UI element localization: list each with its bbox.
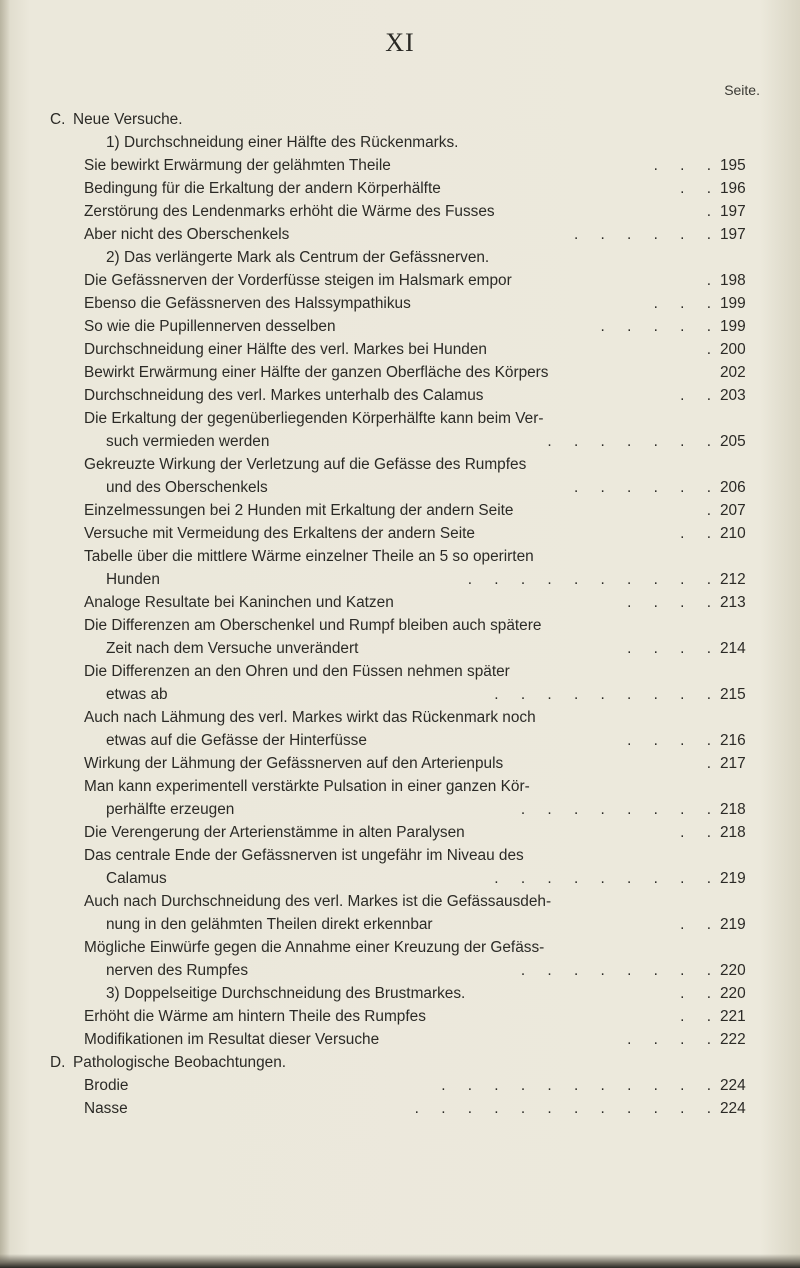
toc-entry bbox=[0, 844, 800, 867]
toc-entry-text: und des Oberschenkels bbox=[106, 479, 268, 496]
toc-page-number: 218 bbox=[720, 801, 746, 818]
toc-entry bbox=[0, 522, 800, 545]
toc-page-number: 220 bbox=[720, 962, 746, 979]
toc-page-number: 224 bbox=[720, 1100, 746, 1117]
toc-entry-text: Einzelmessungen bei 2 Hunden mit Erkaltung der andern Seite bbox=[84, 502, 514, 519]
toc-page-number: 224 bbox=[720, 1077, 746, 1094]
leader-dots: . . . . . . . . . bbox=[494, 870, 720, 887]
toc-entry bbox=[0, 177, 800, 200]
leader-dots: . bbox=[706, 272, 720, 289]
leader-dots: . . bbox=[680, 180, 720, 197]
toc-entry-text: Brodie bbox=[84, 1077, 129, 1094]
toc-page-number: 197 bbox=[720, 226, 746, 243]
toc-entry-text: Bedingung für die Erkaltung der andern Körperhälfte bbox=[84, 180, 441, 197]
leader-dots: . . . . . . . . . . . . bbox=[414, 1100, 720, 1117]
leader-dots: . . bbox=[680, 985, 720, 1002]
toc-entry-text: Zerstörung des Lendenmarks erhöht die Wärme des Fusses bbox=[84, 203, 495, 220]
page-column-label: Seite. bbox=[724, 82, 760, 98]
toc-entry bbox=[0, 775, 800, 798]
toc-entry-text: Man kann experimentell verstärkte Pulsation in einer ganzen Kör- bbox=[84, 778, 530, 795]
leader-dots: . . . . . . . . bbox=[520, 801, 720, 818]
toc-entry bbox=[0, 637, 800, 660]
toc-page-number: 215 bbox=[720, 686, 746, 703]
toc-entry-text: Sie bewirkt Erwärmung der gelähmten Theile bbox=[84, 157, 391, 174]
toc-entry-text: Versuche mit Vermeidung des Erkaltens der andern Seite bbox=[84, 525, 475, 542]
section-heading bbox=[0, 108, 800, 131]
toc-entry-text: Zeit nach dem Versuche unverändert bbox=[106, 640, 359, 657]
section-title: Neue Versuche. bbox=[73, 111, 183, 128]
toc-entry bbox=[0, 913, 800, 936]
toc-entry bbox=[0, 545, 800, 568]
toc-entry-text: etwas ab bbox=[106, 686, 168, 703]
leader-dots: . . bbox=[680, 824, 720, 841]
toc-entry bbox=[0, 614, 800, 637]
toc-entry bbox=[0, 1005, 800, 1028]
leader-dots: . . . . . . . . . . . bbox=[441, 1077, 720, 1094]
toc-entry bbox=[0, 384, 800, 407]
toc-entry-text: Modifikationen im Resultat dieser Versuche bbox=[84, 1031, 380, 1048]
leader-dots: . . . . bbox=[627, 1031, 720, 1048]
toc-entry bbox=[0, 1097, 800, 1120]
toc-entry-text: Auch nach Durchschneidung des verl. Markes ist die Gefässausdeh- bbox=[84, 893, 552, 910]
toc-entry bbox=[0, 890, 800, 913]
toc-page-number: 219 bbox=[720, 870, 746, 887]
toc-entry-text: Ebenso die Gefässnerven des Halssympathikus bbox=[84, 295, 411, 312]
toc-page-number: 220 bbox=[720, 985, 746, 1002]
toc-entry bbox=[0, 338, 800, 361]
toc-entry-text: perhälfte erzeugen bbox=[106, 801, 235, 818]
toc-entry bbox=[0, 499, 800, 522]
table-of-contents bbox=[0, 108, 800, 1120]
toc-entry bbox=[0, 246, 800, 269]
toc-page-number: 197 bbox=[720, 203, 746, 220]
toc-page-number: 219 bbox=[720, 916, 746, 933]
toc-entry-text: Erhöht die Wärme am hintern Theile des Rumpfes bbox=[84, 1008, 426, 1025]
leader-dots: . . . . bbox=[627, 732, 720, 749]
leader-dots: . . bbox=[680, 916, 720, 933]
leader-dots: . . bbox=[680, 525, 720, 542]
toc-entry bbox=[0, 1028, 800, 1051]
toc-entry-text: Die Erkaltung der gegenüberliegenden Körperhälfte kann beim Ver- bbox=[84, 410, 544, 427]
toc-page-number: 222 bbox=[720, 1031, 746, 1048]
leader-dots: . bbox=[706, 502, 720, 519]
leader-dots: . bbox=[706, 755, 720, 772]
toc-entry bbox=[0, 568, 800, 591]
toc-entry-text: Bewirkt Erwärmung einer Hälfte der ganzen Oberfläche des Körpers bbox=[84, 364, 549, 381]
toc-entry-text: Tabelle über die mittlere Wärme einzelner Theile an 5 so operirten bbox=[84, 548, 534, 565]
toc-entry bbox=[0, 154, 800, 177]
toc-entry bbox=[0, 476, 800, 499]
page-bottom-edge bbox=[0, 1254, 800, 1268]
section-letter: D. bbox=[50, 1054, 66, 1071]
toc-entry bbox=[0, 683, 800, 706]
leader-dots: . . . . . bbox=[600, 318, 720, 335]
toc-page-number: 212 bbox=[720, 571, 746, 588]
toc-page-number: 203 bbox=[720, 387, 746, 404]
toc-page-number: 199 bbox=[720, 318, 746, 335]
toc-entry-text: nerven des Rumpfes bbox=[106, 962, 249, 979]
toc-entry-text: such vermieden werden bbox=[106, 433, 270, 450]
toc-entry-text: Gekreuzte Wirkung der Verletzung auf die Gefässe des Rumpfes bbox=[84, 456, 527, 473]
toc-entry bbox=[0, 706, 800, 729]
leader-dots: . . . . . . . . . . bbox=[467, 571, 720, 588]
section-letter: C. bbox=[50, 111, 66, 128]
toc-entry bbox=[0, 867, 800, 890]
toc-entry-text: Nasse bbox=[84, 1100, 128, 1117]
toc-page-number: 217 bbox=[720, 755, 746, 772]
page-number: XI bbox=[385, 28, 415, 57]
toc-entry bbox=[0, 591, 800, 614]
leader-dots: . . bbox=[680, 1008, 720, 1025]
toc-entry-text: Analoge Resultate bei Kaninchen und Katzen bbox=[84, 594, 394, 611]
toc-page-number: 207 bbox=[720, 502, 746, 519]
toc-entry-text: Durchschneidung einer Hälfte des verl. Markes bei Hunden bbox=[84, 341, 487, 358]
leader-dots: . . . . . . . . . bbox=[494, 686, 720, 703]
toc-entry bbox=[0, 430, 800, 453]
leader-dots: . . . bbox=[653, 295, 720, 312]
toc-entry-text: Die Differenzen am Oberschenkel und Rumpf bleiben auch spätere bbox=[84, 617, 542, 634]
toc-entry-text: Die Differenzen an den Ohren und den Füssen nehmen später bbox=[84, 663, 510, 680]
leader-dots: . . . . . . bbox=[573, 226, 720, 243]
toc-entry bbox=[0, 131, 800, 154]
toc-entry-text: Das centrale Ende der Gefässnerven ist ungefähr im Niveau des bbox=[84, 847, 524, 864]
toc-entry bbox=[0, 407, 800, 430]
toc-entry-text: Die Verengerung der Arterienstämme in alten Paralysen bbox=[84, 824, 465, 841]
toc-entry-text: 1) Durchschneidung einer Hälfte des Rückenmarks. bbox=[106, 134, 459, 151]
leader-dots: . bbox=[706, 341, 720, 358]
toc-entry-text: 2) Das verlängerte Mark als Centrum der Gefässnerven. bbox=[106, 249, 490, 266]
toc-page-number: 218 bbox=[720, 824, 746, 841]
toc-entry bbox=[0, 269, 800, 292]
section-heading bbox=[0, 1051, 800, 1074]
toc-entry bbox=[0, 223, 800, 246]
toc-entry bbox=[0, 453, 800, 476]
toc-entry-text: So wie die Pupillennerven desselben bbox=[84, 318, 336, 335]
leader-dots: . . . bbox=[653, 157, 720, 174]
toc-entry-text: Die Gefässnerven der Vorderfüsse steigen im Halsmark empor bbox=[84, 272, 512, 289]
leader-dots: . . . . . . . bbox=[547, 433, 720, 450]
leader-dots: . . bbox=[680, 387, 720, 404]
toc-entry bbox=[0, 982, 800, 1005]
leader-dots: . . . . bbox=[627, 594, 720, 611]
toc-entry-text: nung in den gelähmten Theilen direkt erkennbar bbox=[106, 916, 433, 933]
toc-entry bbox=[0, 1074, 800, 1097]
toc-entry-text: Calamus bbox=[106, 870, 167, 887]
leader-dots: . . . . . . . . bbox=[520, 962, 720, 979]
toc-entry-text: Mögliche Einwürfe gegen die Annahme einer Kreuzung der Gefäss- bbox=[84, 939, 545, 956]
toc-entry bbox=[0, 821, 800, 844]
toc-page-number: 206 bbox=[720, 479, 746, 496]
toc-page-number: 196 bbox=[720, 180, 746, 197]
leader-dots: . . . . . . bbox=[573, 479, 720, 496]
toc-entry bbox=[0, 959, 800, 982]
toc-entry-text: Wirkung der Lähmung der Gefässnerven auf den Arterienpuls bbox=[84, 755, 504, 772]
toc-entry-text: Auch nach Lähmung des verl. Markes wirkt das Rückenmark noch bbox=[84, 709, 536, 726]
toc-entry bbox=[0, 729, 800, 752]
toc-entry bbox=[0, 660, 800, 683]
toc-page-number: 214 bbox=[720, 640, 746, 657]
toc-entry bbox=[0, 361, 800, 384]
toc-entry bbox=[0, 752, 800, 775]
section-title: Pathologische Beobachtungen. bbox=[73, 1054, 287, 1071]
toc-page-number: 221 bbox=[720, 1008, 746, 1025]
toc-entry-text: Durchschneidung des verl. Markes unterhalb des Calamus bbox=[84, 387, 484, 404]
toc-page-number: 205 bbox=[720, 433, 746, 450]
leader-dots: . bbox=[706, 203, 720, 220]
toc-entry-text: Hunden bbox=[106, 571, 160, 588]
toc-entry bbox=[0, 936, 800, 959]
toc-page-number: 210 bbox=[720, 525, 746, 542]
toc-page-number: 202 bbox=[720, 364, 746, 381]
toc-entry bbox=[0, 798, 800, 821]
toc-page-number: 195 bbox=[720, 157, 746, 174]
toc-entry-text: 3) Doppelseitige Durchschneidung des Brustmarkes. bbox=[106, 985, 466, 1002]
toc-entry bbox=[0, 292, 800, 315]
toc-entry-text: Aber nicht des Oberschenkels bbox=[84, 226, 290, 243]
toc-page-number: 213 bbox=[720, 594, 746, 611]
toc-entry-text: etwas auf die Gefässe der Hinterfüsse bbox=[106, 732, 367, 749]
toc-entry bbox=[0, 315, 800, 338]
toc-page-number: 199 bbox=[720, 295, 746, 312]
toc-page-number: 200 bbox=[720, 341, 746, 358]
toc-page-number: 198 bbox=[720, 272, 746, 289]
toc-page-number: 216 bbox=[720, 732, 746, 749]
toc-entry bbox=[0, 200, 800, 223]
leader-dots: . . . . bbox=[627, 640, 720, 657]
